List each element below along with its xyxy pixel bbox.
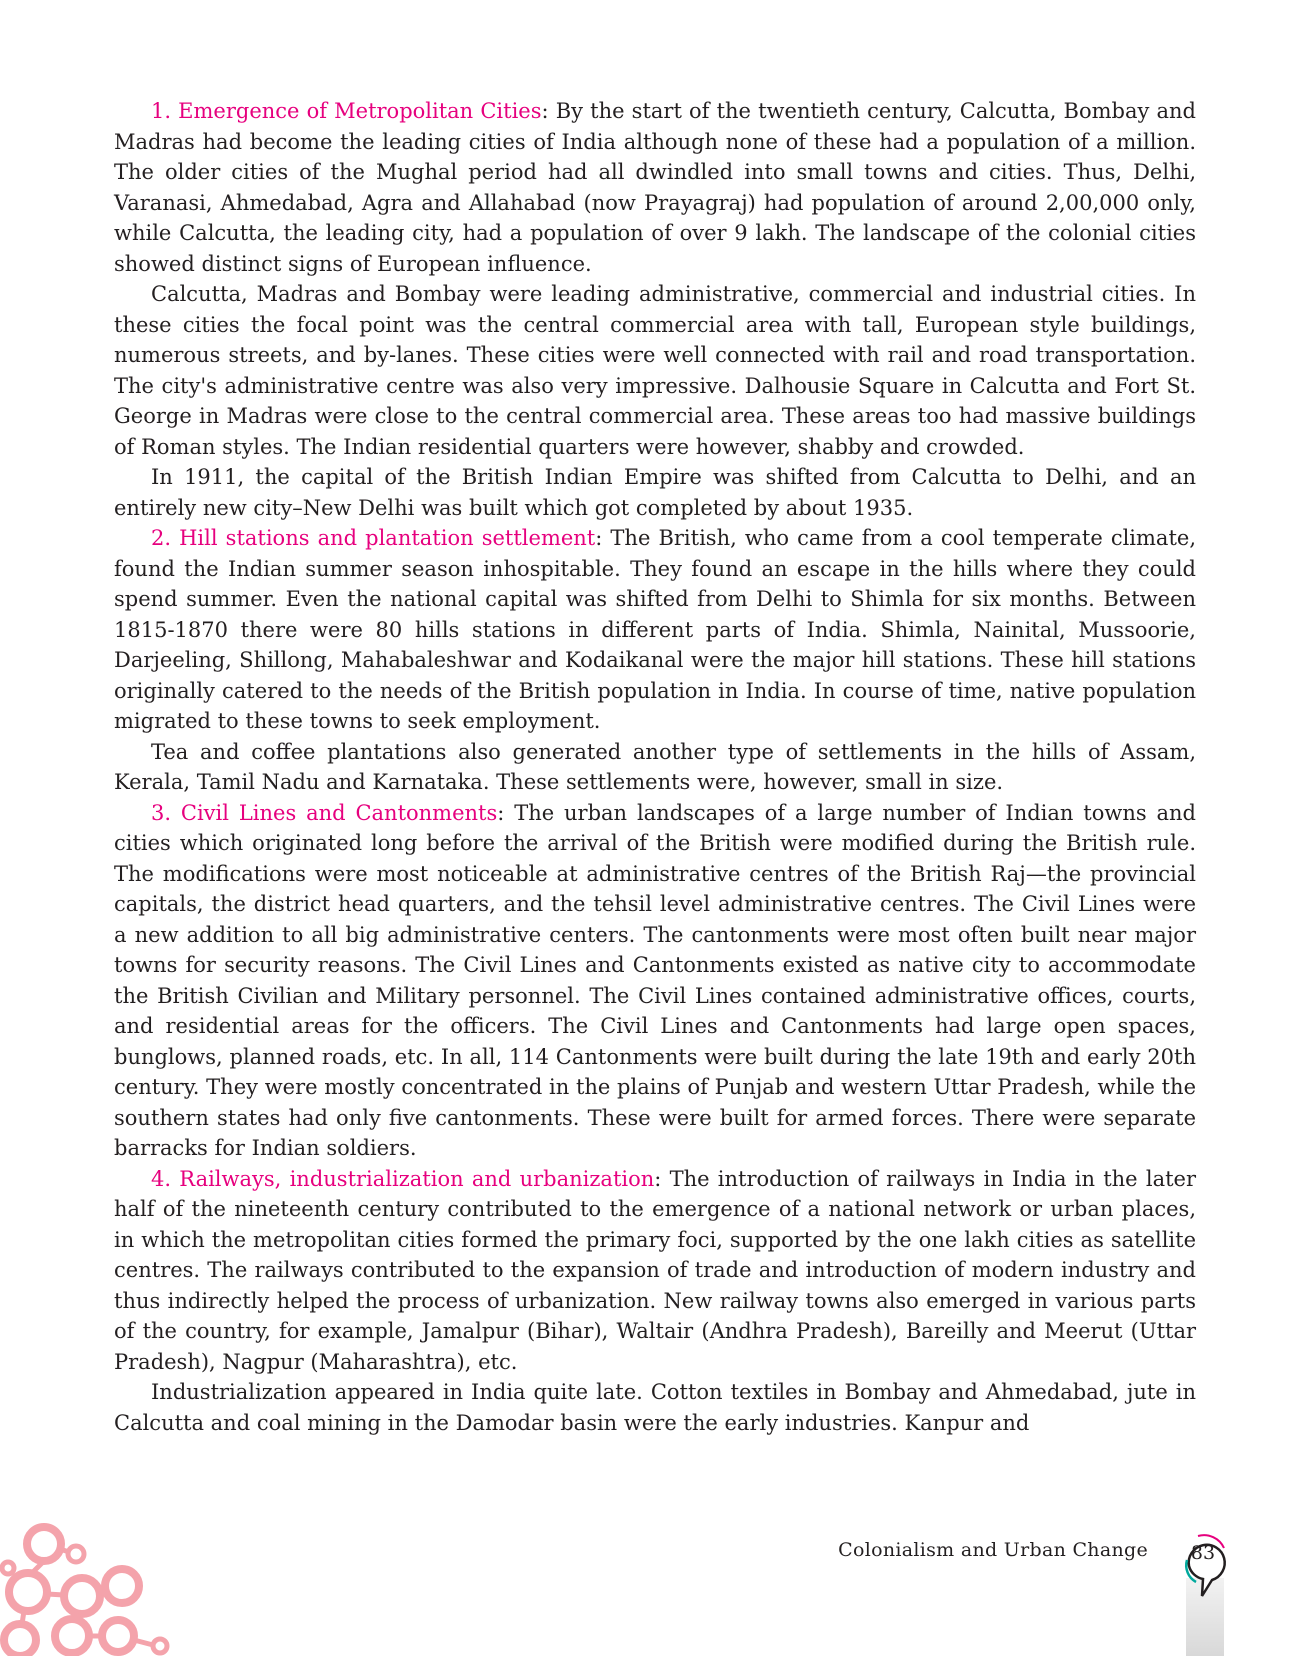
paragraph-text: : The urban landscapes of a large number of Indian towns and cities which originated long before the arrival of the British were modified during the British rule. The modifications were most noticeable at administrative centres of the British Raj—the provincial capitals, the district head quarters, and the tehsil level administrative centres. The Civil Lines were a new addition to all big administrative centers. The cantonments were most often built near major towns for security reasons. The Civil Lines and Cantonments existed as native city to accommodate the British Civilian and Military personnel. The Civil Lines contained administrative offices, courts, and residential areas for the officers. The Civil Lines and Cantonments had large open spaces, bunglows, planned roads, etc. In all, 114 Cantonments were built during the late 19th and early 20th century. They were mostly concentrated in the plains of Punjab and western Uttar Pradesh, while the southern states had only five cantonments. These were built for armed forces. There were separate barracks for Indian soldiers. — [114, 800, 1197, 1160]
footer-chapter-title: Colonialism and Urban Change — [838, 1539, 1148, 1561]
paragraph-text: : The British, who came from a cool temperate climate, found the Indian summer season inhospitable. They found an escape in the hills where they could spend summer. Even the national capital was shifted from Delhi to Shimla for six months. Between 1815-1870 there were 80 hills stations in different parts of India. Shimla, Nainital, Mussoorie, Darjeeling, Shillong, Mahabaleshwar and Kodaikanal were the major hill stations. These hill stations originally catered to the needs of the British population in India. In course of time, native population migrated to these towns to seek employment. — [114, 526, 1196, 733]
paragraph-railways — [114, 1164, 1196, 1378]
section-heading-hill-stations: 2. Hill stations and plantation settlement — [151, 526, 596, 550]
page-number: 83 — [1190, 1542, 1216, 1564]
paragraph-text: Calcutta, Madras and Bombay were leading administrative, commercial and industrial cities. In these cities the focal point was the central commercial area with tall, European style buildings, numerous streets, and by-lanes. These cities were well connected with rail and road transportation. The city's administrative centre was also very impressive. Dalhousie Square in Calcutta and Fort St. George in Madras were close to the central commercial area. These areas too had massive buildings of Roman styles. The Indian residential quarters were however, shabby and crowded. — [114, 282, 1196, 459]
paragraph-plantations — [114, 737, 1196, 798]
paragraph-text: : The introduction of railways in India in the later half of the nineteenth century contributed to the emergence of a national network or urban places, in which the metropolitan cities formed the primary foci, supported by the one lakh cities as satellite centres. The railways contributed to the expansion of trade and introduction of modern industry and thus indirectly helped the process of urbanization. New railway towns also emerged in various parts of the country, for example, Jamalpur (Bihar), Waltair (Andhra Pradesh), Bareilly and Meerut (Uttar Pradesh), Nagpur (Maharashtra), etc. — [114, 1166, 1196, 1374]
paragraph-hill-stations — [114, 523, 1196, 737]
paragraph-metropolitan-cities — [114, 96, 1196, 279]
paragraph-text: In 1911, the capital of the British Indian Empire was shifted from Calcutta to Delhi, and an entirely new city–New Delhi was built which got completed by about 1935. — [114, 465, 1196, 520]
paragraph-text: Industrialization appeared in India quite late. Cotton textiles in Bombay and Ahmedabad, jute in Calcutta and coal mining in the Damodar basin were the early industries. Kanpur and — [114, 1380, 1196, 1435]
section-heading-railways: 4. Railways, industrialization and urbanization — [151, 1166, 655, 1191]
paragraph-new-delhi — [114, 462, 1196, 523]
paragraph-civil-lines — [114, 798, 1196, 1164]
section-heading-metropolitan-cities: 1. Emergence of Metropolitan Cities — [151, 99, 542, 123]
paragraph-text: : By the start of the twentieth century, Calcutta, Bombay and Madras had become the leading cities of India although none of these had a population of a million. The older cities of the Mughal period had all dwindled into small towns and cities. Thus, Delhi, Varanasi, Ahmedabad, Agra and Allahabad (now Prayagraj) had population of around 2,00,000 only, while Calcutta, the leading city, had a population of over 9 lakh. The landscape of the colonial cities showed distinct signs of European influence. — [114, 99, 1196, 276]
page-body — [114, 96, 1196, 1438]
paragraph-industrialization — [114, 1377, 1196, 1438]
section-heading-civil-lines: 3. Civil Lines and Cantonments — [151, 800, 498, 825]
corner-circles-decoration — [0, 1516, 180, 1656]
paragraph-leading-cities — [114, 279, 1196, 462]
paragraph-text: Tea and coffee plantations also generated another type of settlements in the hills of Assam, Kerala, Tamil Nadu and Karnataka. These settlements were, however, small in size. — [114, 739, 1196, 794]
